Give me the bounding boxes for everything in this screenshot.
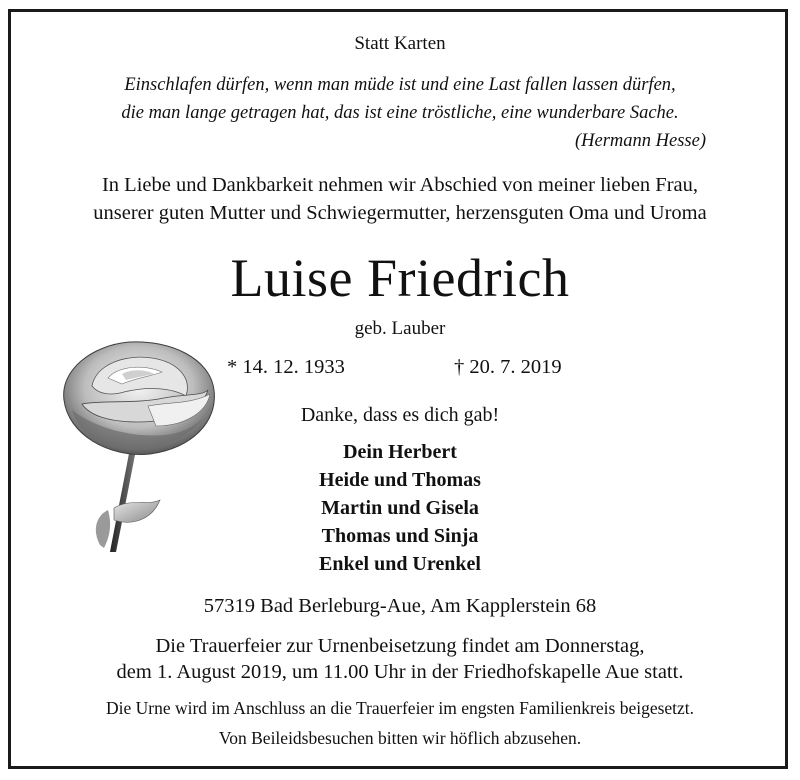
family-member: Dein Herbert bbox=[343, 441, 457, 463]
intro-line-1: In Liebe und Dankbarkeit nehmen wir Abschied von meiner lieben Frau, bbox=[101, 174, 699, 196]
birth-date: * 14. 12. 1933 bbox=[227, 356, 345, 378]
death-date: † 20. 7. 2019 bbox=[454, 356, 562, 378]
intro-line-2: unserer guten Mutter und Schwiegermutter, herzensguten Oma und Uroma bbox=[93, 202, 707, 224]
header-statt-karten: Statt Karten bbox=[354, 33, 446, 54]
quote-line-2: die man lange getragen hat, das ist eine tröstliche, eine wunderbare Sache. bbox=[121, 103, 679, 123]
service-line-1: Die Trauerfeier zur Urnenbeisetzung findet am Donnerstag, bbox=[155, 635, 645, 657]
note-line-2: Von Beileidsbesuchen bitten wir höflich abzusehen. bbox=[218, 728, 582, 748]
family-member: Martin und Gisela bbox=[321, 497, 479, 519]
deceased-name: Luise Friedrich bbox=[230, 248, 570, 308]
note-line-1: Die Urne wird im Anschluss an die Trauerfeier im engsten Familienkreis beigesetzt. bbox=[105, 698, 695, 718]
family-member: Heide und Thomas bbox=[319, 469, 481, 491]
birth-name: geb. Lauber bbox=[354, 318, 446, 339]
address: 57319 Bad Berleburg-Aue, Am Kapplerstein 68 bbox=[203, 595, 597, 617]
service-line-2: dem 1. August 2019, um 11.00 Uhr in der Friedhofskapelle Aue statt. bbox=[116, 661, 684, 683]
quote-author: (Hermann Hesse) bbox=[574, 131, 706, 151]
quote-line-1: Einschlafen dürfen, wenn man müde ist und eine Last fallen lassen dürfen, bbox=[124, 75, 676, 95]
thanks-line: Danke, dass es dich gab! bbox=[300, 404, 500, 426]
family-member: Enkel und Urenkel bbox=[319, 553, 481, 575]
family-member: Thomas und Sinja bbox=[321, 525, 479, 547]
